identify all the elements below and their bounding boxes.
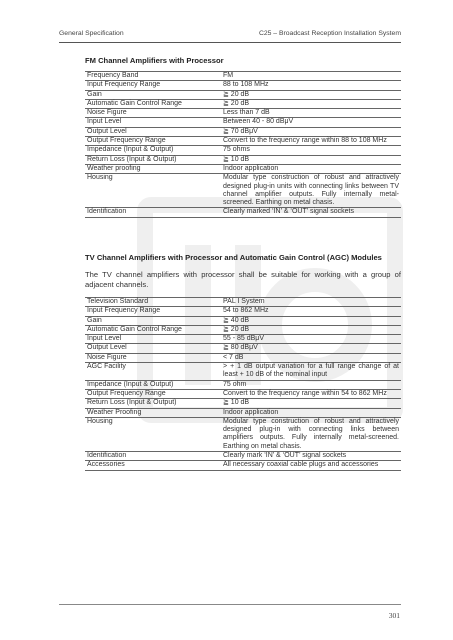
spec-parameter: Housing — [85, 417, 221, 451]
spec-row — [85, 353, 401, 362]
spec-row — [85, 344, 401, 353]
header-left: General Specification — [59, 30, 124, 37]
spec-parameter: Frequency Band — [85, 72, 221, 81]
spec-value: Indoor application — [221, 164, 401, 173]
spec-value: Clearly mark ‘IN’ & ‘OUT’ signal sockets — [221, 452, 401, 461]
spec-value: ≧ 70 dBμV — [221, 127, 401, 136]
spec-value: Indoor application — [221, 408, 401, 417]
footer-rule — [59, 604, 401, 605]
spec-parameter: Noise Figure — [85, 109, 221, 118]
running-header — [59, 30, 401, 37]
spec-value: ≧ 20 dB — [221, 99, 401, 108]
spec-value: > + 1 dB output variation for a full range change of at least + 10 dB of the nominal input — [223, 363, 399, 379]
spec-row — [85, 164, 401, 173]
spec-row — [85, 307, 401, 316]
spec-row — [85, 174, 401, 208]
spec-parameter: Accessories — [85, 461, 221, 470]
spec-row — [85, 137, 401, 146]
spec-parameter: Input Level — [85, 118, 221, 127]
spec-value: Convert to the frequency range within 88 to 108 MHz — [221, 137, 401, 146]
spec-parameter: Gain — [85, 316, 221, 325]
fm-section-title: FM Channel Amplifiers with Processor — [85, 56, 224, 65]
spec-row — [85, 90, 401, 99]
spec-row — [85, 363, 401, 381]
spec-parameter: Input Frequency Range — [85, 307, 221, 316]
spec-row — [85, 380, 401, 389]
spec-value: FM — [221, 72, 401, 81]
spec-row — [85, 417, 401, 451]
tv-intro-paragraph: The TV channel amplifiers with processor shall be suitable for working with a group of adjacent channels. — [85, 270, 401, 289]
spec-row — [85, 399, 401, 408]
spec-row — [85, 298, 401, 307]
page-number: 301 — [388, 611, 400, 620]
spec-parameter: Weather Proofing — [85, 408, 221, 417]
spec-row — [85, 146, 401, 155]
spec-row — [85, 389, 401, 398]
spec-value: 55 - 85 dBμV — [221, 335, 401, 344]
spec-value: Less than 7 dB — [221, 109, 401, 118]
tv-spec-table — [85, 297, 401, 471]
spec-value: < 7 dB — [221, 353, 401, 362]
spec-row — [85, 99, 401, 108]
spec-parameter: Gain — [85, 90, 221, 99]
spec-value: ≧ 20 dB — [221, 325, 401, 334]
spec-parameter: Input Level — [85, 335, 221, 344]
spec-parameter: Impedance (Input & Output) — [85, 380, 221, 389]
spec-row — [85, 127, 401, 136]
spec-value: 75 ohm — [221, 380, 401, 389]
spec-value: Convert to the frequency range within 54 to 862 MHz — [221, 389, 401, 398]
spec-row — [85, 208, 401, 217]
spec-row — [85, 452, 401, 461]
spec-row — [85, 335, 401, 344]
spec-value: ≧ 40 dB — [221, 316, 401, 325]
spec-value: 54 to 862 MHz — [221, 307, 401, 316]
spec-value: ≧ 10 dB — [221, 399, 401, 408]
spec-parameter: Housing — [85, 174, 221, 208]
spec-value: Modular type construction of robust and attractively designed plug-in units with connecting links between TV channel amplifier outputs. Fully internally metal-screened. Earthing on metal chasis. — [223, 174, 399, 207]
spec-parameter: Television Standard — [85, 298, 221, 307]
spec-value: PAL I System — [221, 298, 401, 307]
spec-parameter: Noise Figure — [85, 353, 221, 362]
spec-row — [85, 155, 401, 164]
spec-row — [85, 72, 401, 81]
spec-parameter: Output Level — [85, 344, 221, 353]
header-rule — [59, 42, 401, 43]
spec-value: 75 ohms — [221, 146, 401, 155]
spec-value: Modular type construction of robust and attractively designed plug-in with connecting links between amplifiers outputs. Fully internally metal-screened. Earthing on metal chasis. — [223, 417, 399, 450]
spec-value: Clearly marked ‘IN’ & ‘OUT’ signal sockets — [221, 208, 401, 217]
spec-value: 88 to 108 MHz — [221, 81, 401, 90]
spec-value: ≧ 10 dB — [221, 155, 401, 164]
spec-parameter: Weather proofing — [85, 164, 221, 173]
spec-row — [85, 81, 401, 90]
fm-spec-table — [85, 71, 401, 218]
spec-row — [85, 461, 401, 470]
spec-row — [85, 118, 401, 127]
spec-parameter: Identification — [85, 208, 221, 217]
spec-row — [85, 109, 401, 118]
spec-parameter: Return Loss (Input & Output) — [85, 155, 221, 164]
tv-section-title: TV Channel Amplifiers with Processor and Automatic Gain Control (AGC) Modules — [85, 253, 382, 262]
spec-value: Between 40 - 80 dBμV — [221, 118, 401, 127]
spec-parameter: Automatic Gain Control Range — [85, 325, 221, 334]
spec-value: ≧ 80 dBμV — [221, 344, 401, 353]
spec-row — [85, 325, 401, 334]
spec-value: All necessary coaxial cable plugs and accessories — [221, 461, 401, 470]
spec-parameter: Automatic Gain Control Range — [85, 99, 221, 108]
spec-value: ≧ 20 dB — [221, 90, 401, 99]
spec-row — [85, 408, 401, 417]
spec-parameter: Impedance (Input & Output) — [85, 146, 221, 155]
spec-row — [85, 316, 401, 325]
spec-parameter: Input Frequency Range — [85, 81, 221, 90]
spec-parameter: Output Level — [85, 127, 221, 136]
spec-parameter: AGC Facility — [85, 363, 221, 381]
spec-parameter: Return Loss (Input & Output) — [85, 399, 221, 408]
spec-parameter: Output Frequency Range — [85, 389, 221, 398]
header-right: C25 – Broadcast Reception Installation System — [258, 30, 401, 37]
spec-parameter: Identification — [85, 452, 221, 461]
spec-parameter: Output Frequency Range — [85, 137, 221, 146]
